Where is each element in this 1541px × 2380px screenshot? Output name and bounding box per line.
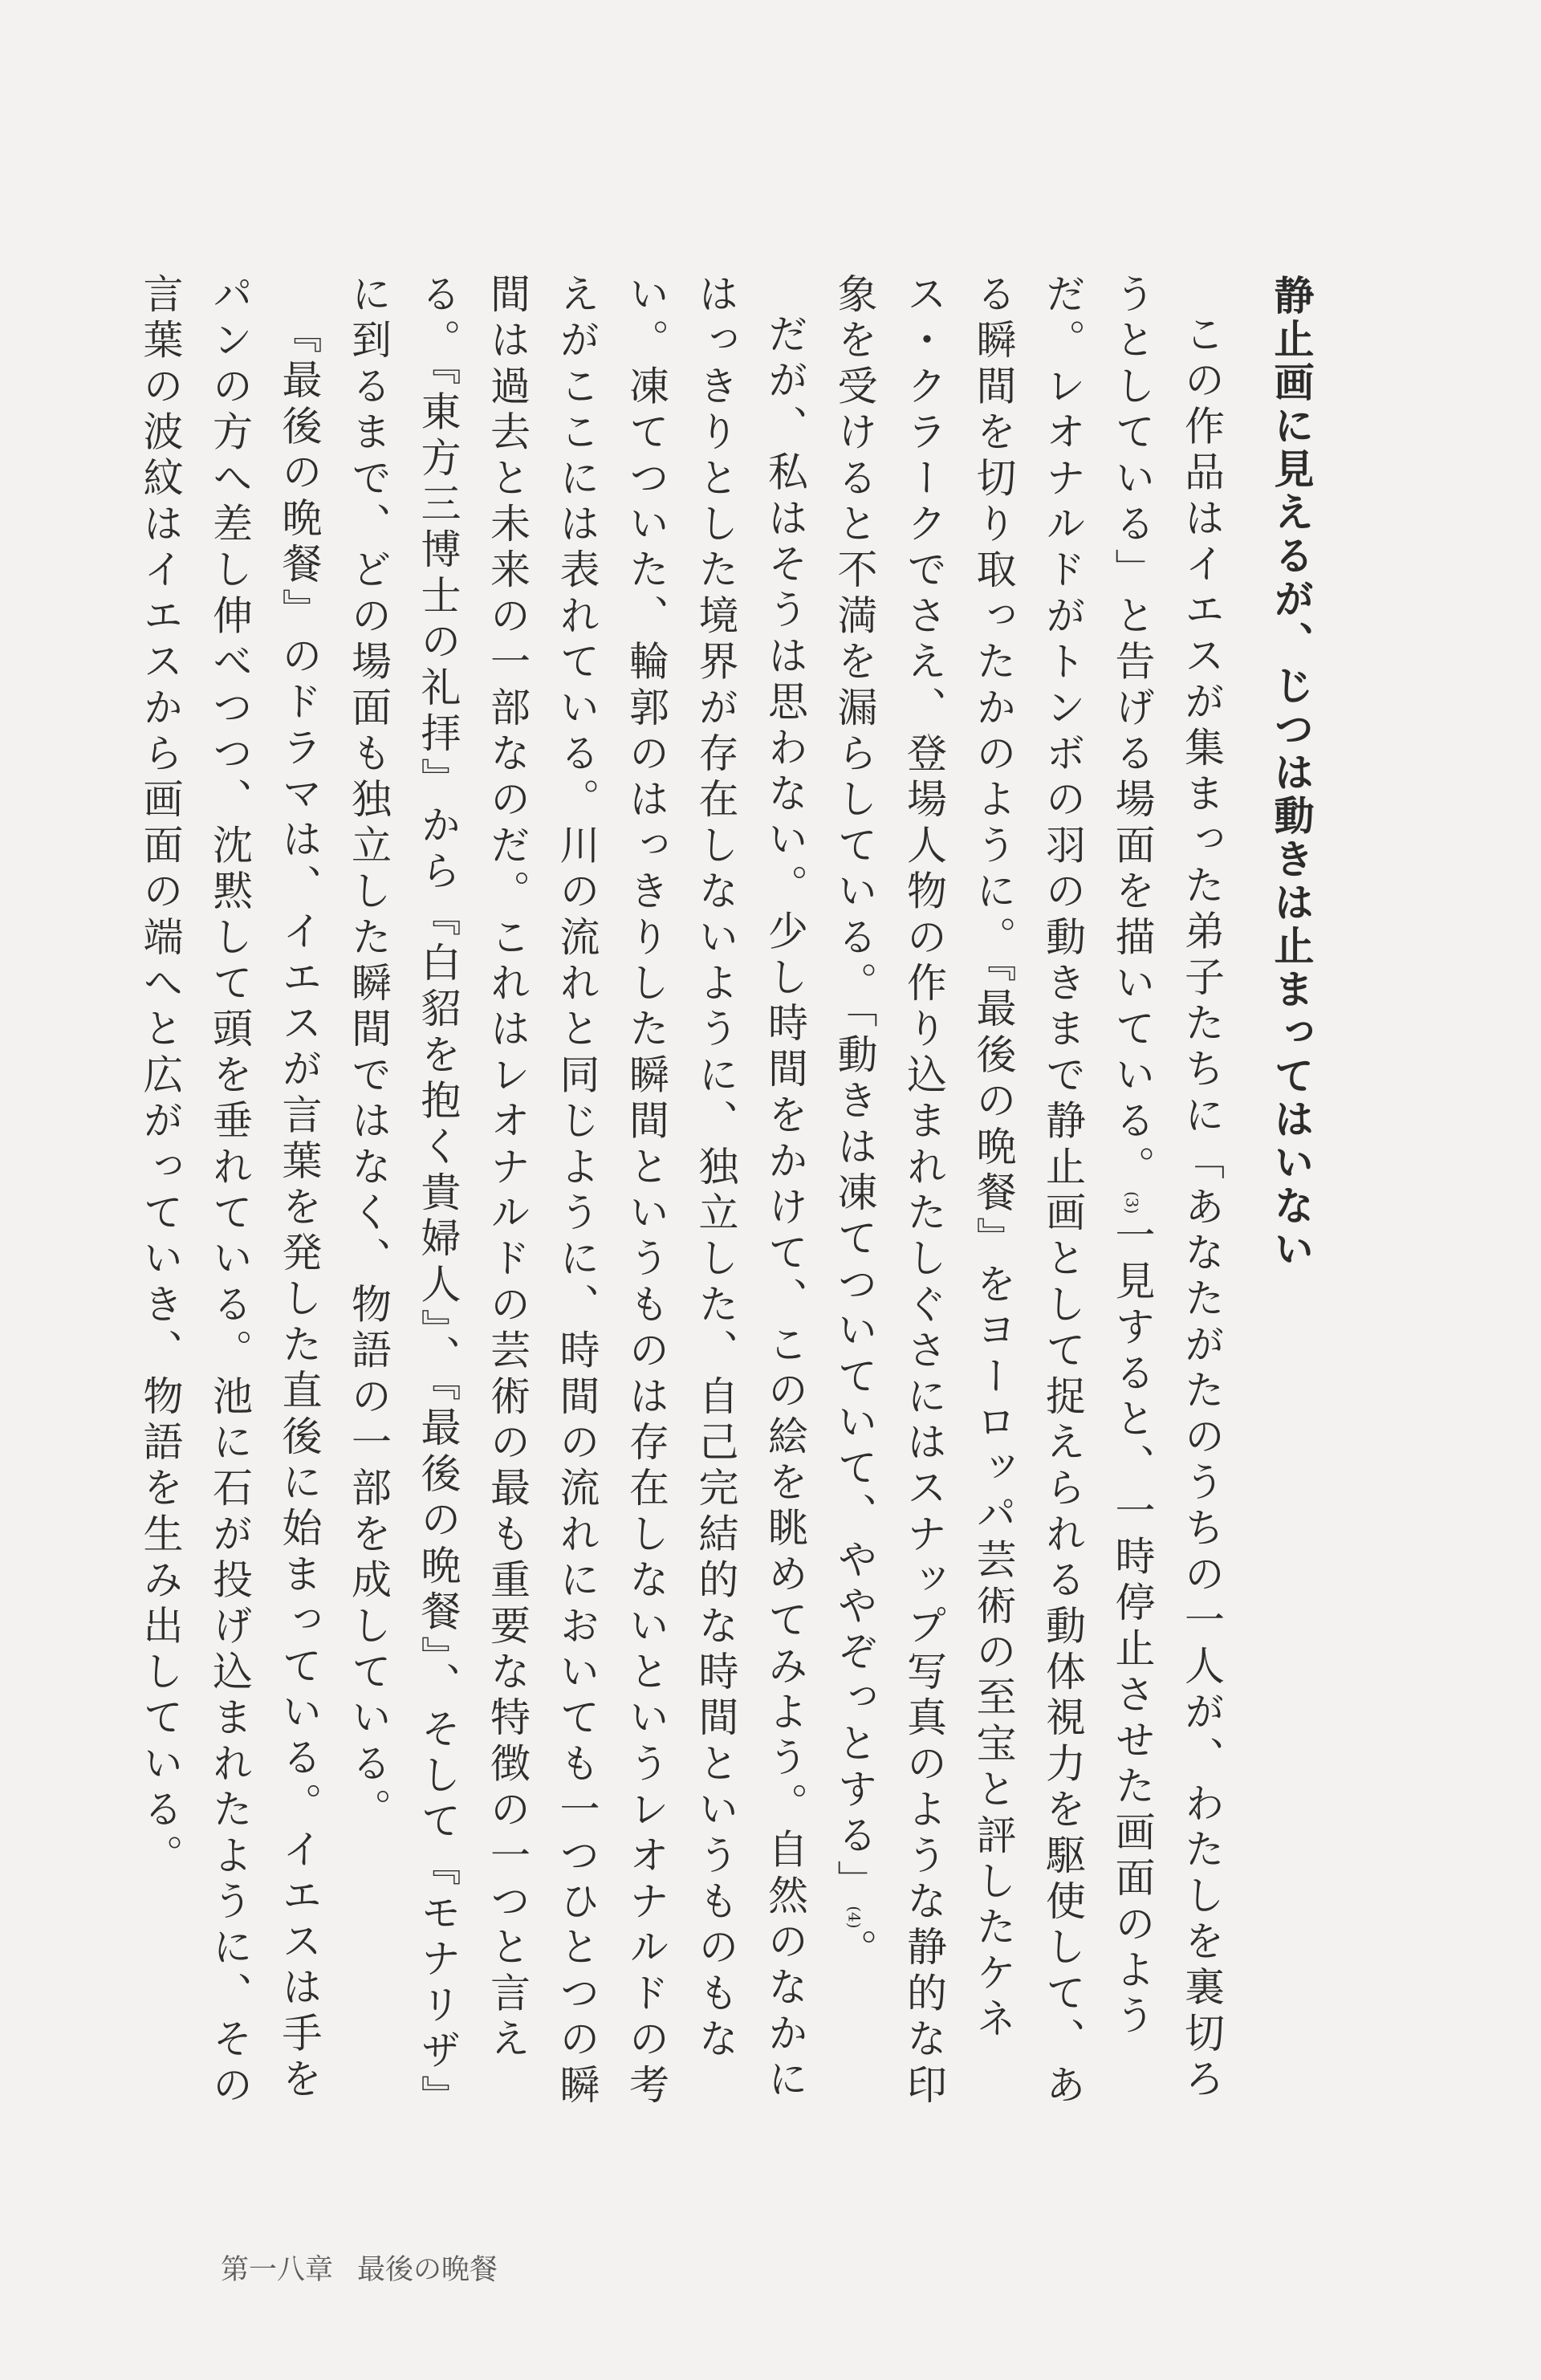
running-footer — [221, 2248, 498, 2288]
paragraph-1-text-a: この作品はイエスが集まった弟子たちに「あなたがたのうちの一人が、わたしを裏切ろうとしている」と告げる場面を描いている。 — [1108, 273, 1225, 2104]
paragraph-1 — [819, 273, 1236, 2119]
section-heading: 静止画に見えるが、じつは動きは止まってはいない — [1267, 275, 1315, 1271]
body-text — [112, 273, 1236, 2119]
note-reference-3[interactable]: (3) — [1122, 1191, 1142, 1214]
paragraph-2: だが、私はそうは思わない。少し時間をかけて、この絵を眺めてみよう。自然のなかにはっきりとした境界が存在しないように、独立した、自己完結的な時間というものもない。凍てついた、輪郭のはっきりした瞬間というものは存在しないというレオナルドの考えがここには表れている。川の流れと同じように、時間の流れにおいても一つひとつの瞬間は過去と未来の一部なのだ。これはレオナルドの芸術の最も重要な特徴の一つと言える。『東方三博士の礼拝』から『白貂を抱く貴婦人』、『最後の晩餐』、そして『モナリザ』に到るまで、どの場面も独立した瞬間ではなく、物語の一部を成している。 — [345, 273, 808, 2109]
paragraph-1-text-c: 。 — [831, 1928, 878, 1975]
note-reference-4[interactable]: (4) — [844, 1906, 864, 1929]
paragraph-3: 『最後の晩餐』のドラマは、イエスが言葉を発した直後に始まっている。イエスは手をパンの方へ差し伸べつつ、沈黙して頭を垂れている。池に石が投げ込まれたように、その言葉の波紋はイエスから画面の端へと広がっていき、物語を生み出している。 — [136, 273, 323, 2109]
footer-chapter-number: 第一八章 — [221, 2254, 334, 2286]
footer-chapter-title: 最後の晩餐 — [357, 2254, 498, 2286]
paragraph-1-text-b: 一見すると、一時停止させた画面のようだ。レオナルドがトンボの羽の動きまで静止画として捉えられる動体視力を駆使して、ある瞬間を切り取ったかのように。『最後の晩餐』をヨーロッパ芸術の至宝と評したケネス・クラークでさえ、登場人物の作り込まれたしぐさにはスナップ写真のような静的な印象を受けると不満を漏らしている。「動きは凍てついていて、ややぞっとする」 — [831, 273, 1156, 2109]
